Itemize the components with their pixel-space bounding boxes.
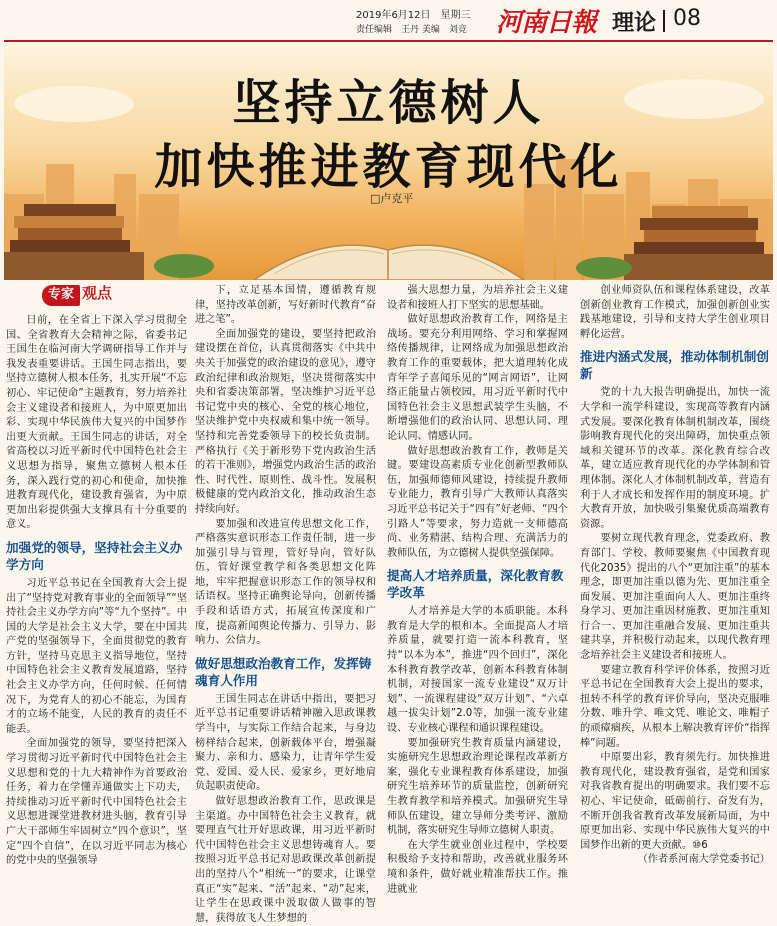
paragraph: 人才培养是大学的本质职能。本科教育是大学的根和本。全面提高人才培养质量，就要打造一流本科教育，坚持“以本为本”，推进“四个回归”，深化本科教育教学改革，创新本科教育体制机制，对接国家一流专业建设“双万计划”、一流课程建设“双万计划”、“六卓越一拔尖计划”2.0等，加强一流专业建设、专业核心课程和通识课程建设。 [387,606,568,735]
paragraph: 日前，在全省上下深入学习贯彻全国、全省教育大会精神之际，省委书记王国生在临河南大学调研指导工作并与我发表重要讲话。王国生同志指出，要坚持立德树人根本任务，扎实开展“不忘初心、牢记使命”主题教育，努力培养社会主义建设者和接班人，为中原更加出彩、实现中华民族伟大复兴的中国梦作出更大贡献。王国生同志的讲话，对全省高校以习近平新时代中国特色社会主义思想为指导，聚焦立德树人根本任务，深入践行党的初心和使命，加快推进教育现代化，建设教育强省，为中原更加出彩提供强大支撑具有十分重要的意义。 [6,315,187,531]
paragraph: 做好思想政治教育工作，思政课是主渠道。办中国特色社会主义教育，就要理直气壮开好思政课，用习近平新时代中国特色社会主义思想铸魂育人。要按照习近平总书记对思政课改革创新提出的坚持八个“相统一”的要求，让课堂真正“实”起来、“活”起来、“动”起来，让学生在思政课中汲取做人做事的智慧，获得放飞人生梦想的 [195,796,376,924]
expert-badge-label: 专家 [42,285,80,306]
paragraph: 党的十九大报告明确提出，加快一流大学和一流学科建设，实现高等教育内涵式发展。要深化教育体制机制改革，围绕影响教育现代化的突出障碍，加快重点领域和关键环节的改革。深化教育综合改革，建立适应教育现代化的办学体制和管理体制。深化人才体制机制改革，营造有利于人才成长和发挥作用的制度环境。扩大教育开放，加快吸引集聚优质高端教育资源。 [580,387,770,530]
editors-line: 责任编辑 王丹 美编 刘竞 [356,25,467,35]
paragraph: 下，立足基本国情，遵循教育规律，坚持改革创新，写好新时代教育“奋进之笔”。 [195,285,376,326]
section-heading: 做好思想政治教育工作，发挥铸魂育人作用 [195,655,372,688]
article-column-4 [580,284,770,868]
paragraph: 要加强和改进宣传思想文化工作，严格落实意识形态工作责任制，进一步加强引导与管理，管好导向，管好队伍，管好课堂教学和各类思想文化阵地，牢牢把握意识形态工作的领导权和话语权。坚持正确舆论导向，创新传播手段和话语方式，拓展宣传深度和广度，提高新闻舆论传播力、引导力、影响力、公信力。 [195,518,376,647]
paragraph: 要建立教育科学评价体系，按照习近平总书记在全国教育大会上提出的要求，扭转不科学的教育评价导向，坚决克服唯分数、唯升学、唯文凭、唯论文、唯帽子的顽瘴痼疾，从根本上解决教育评价“指挥棒”问题。 [580,664,770,749]
paragraph: 王国生同志在讲话中指出，要把习近平总书记重要讲话精神融入思政课教学当中，与实际工作结合起来，与身边榜样结合起来，创新载体平台，增强凝聚力、亲和力、感染力，让青年学生爱党、爱国、爱人民、爱家乡，更好地肩负起职责使命。 [195,693,376,793]
paragraph: 强大思想力量，为培养社会主义建设者和接班人打下坚实的思想基础。 [387,285,568,311]
paragraph: 习近平总书记在全国教育大会上提出了“坚持党对教育事业的全面领导”“坚持社会主义办学方向”等“九个坚持”。中国的大学是社会主义大学，要在中国共产党的坚强领导下，全面贯彻党的教育方针，坚持马克思主义指导地位，坚持中国特色社会主义教育发展道路，坚持社会主义办学方向，任何时候、任何情况下，为党育人的初心不能忘，为国育才的立场不能变，人民的教育的责任不能丢。 [6,577,187,735]
end-mark: ⑩6 [692,839,708,851]
headline-line-1: 坚持立德树人 [232,75,545,131]
article-column-3 [387,284,568,897]
paragraph: 做好思想政治教育工作，教师是关键。要建设高素质专业化创新型教师队伍，加强师德师风建设，持续提升教师专业能力，教育引导广大教师认真落实习近平总书记关于“四有”好老师、“四个引路人”等要求，努力造就一支师德高尚、业务精湛、结构合理、充满活力的教师队伍，为立德树人提供坚强保障。 [387,445,568,559]
page-header [0,0,777,38]
paragraph: 要加强研究生教育质量内涵建设，实施研究生思想政治理论课程改革新方案，强化专业课程教育体系建设，加强研究生培养环节的质量监控，创新研究生教育教学和培养模式。加强研究生导师队伍建设，建立导师分类考评、激励机制，落实研究生导师立德树人职责。 [387,737,568,837]
section-heading: 推进内涵式发展，推动体制机制创新 [580,349,769,382]
paragraph: 全面加强党的建设，要坚持把政治建设摆在首位，认真贯彻落实《中共中央关于加强党的政治建设的意见》，遵守政治纪律和政治规矩，坚决贯彻落实中央和省委决策部署，坚决维护习近平总书记党中央的核心、全党的核心地位，坚决维护党中央权威和集中统一领导。坚持和完善党委领导下的校长负责制。严格执行《关于新形势下党内政治生活的若干准则》，增强党内政治生活的政治性、时代性、原则性、战斗性。发展积极健康的党内政治文化，推动政治生态持续向好。 [195,328,376,515]
expert-view-badge [42,284,114,306]
publish-date: 2019年6月12日 星期三 [356,10,471,21]
section-heading: 提高人才培养质量，深化教育教学改革 [387,568,564,601]
header-separator [663,10,665,32]
paragraph: 要树立现代教育理念，党委政府、教育部门、学校、教师要聚焦《中国教育现代化2035》提出的八个“更加注重”的基本理念，即更加注重以德为先、更加注重全面发展、更加注重面向人人、更加注重终身学习、更加注重因材施教、更加注重知行合一、更加注重融合发展、更加注重共建共享，并积极行动起来，以现代教育理念培养社会主义建设者和接班人。 [580,533,770,662]
newspaper-logo: 河南日報 [496,8,597,38]
article-column-1 [6,284,187,869]
paragraph: 全面加强党的领导，要坚持把深入学习贯彻习近平新时代中国特色社会主义思想和党的十九大精神作为首要政治任务，着力在学懂弄通做实上下功夫，持续推动习近平新时代中国特色社会主义思想进课堂进教材进头脑，教育引导广大干部师生牢固树立“四个意识”，坚定“四个自信”，在以习近平同志为核心的党中央的坚强领导 [6,738,187,867]
headline-line-2: 加快推进教育现代化 [154,139,623,195]
author-byline: □卢克平 [370,192,414,205]
article-column-2 [195,284,376,926]
page-number: 08 [673,6,701,31]
section-heading: 加强党的领导，坚持社会主义办学方向 [6,539,183,572]
paragraph: 在大学生就业创业过程中，学校要积极给予支持和帮助，改善就业服务环境和条件，做好就业精准帮扶工作。推进就业 [387,839,568,895]
view-badge-label: 观点 [82,284,113,302]
header-rule [4,40,773,42]
paragraph-text: 中原要出彩，教育须先行。加快推进教育现代化，建设教育强省，是党和国家对我省教育提出的明确要求。我们要不忘初心、牢记使命，砥砺前行、奋发有为，不断开创我省教育改革发展新局面，为中原更加出彩、实现中华民族伟大复兴的中国梦作出新的更大贡献。 [580,752,770,851]
author-signature: （作者系河南大学党委书记） [637,854,770,866]
paragraph: 做好思想政治教育工作，网络是主战场。要充分利用网络、学习和掌握网络传播规律，让网络成为加强思想政治教育工作的重要载体，把大道理转化成青年学子喜闻乐见的“网言网语”，让网络正能量占领校园，用习近平新时代中国特色社会主义思想武装学生头脑，不断增强他们的政治认同、思想认同、理论认同、情感认同。 [387,314,568,442]
section-name: 理论 [612,11,657,36]
paragraph [580,751,770,853]
headline-banner [4,44,773,280]
paragraph: 创业师资队伍和课程体系建设，改革创新创业教育工作模式，加强创新创业实践基地建设，引导和支持大学生创业项目孵化运营。 [580,285,770,340]
